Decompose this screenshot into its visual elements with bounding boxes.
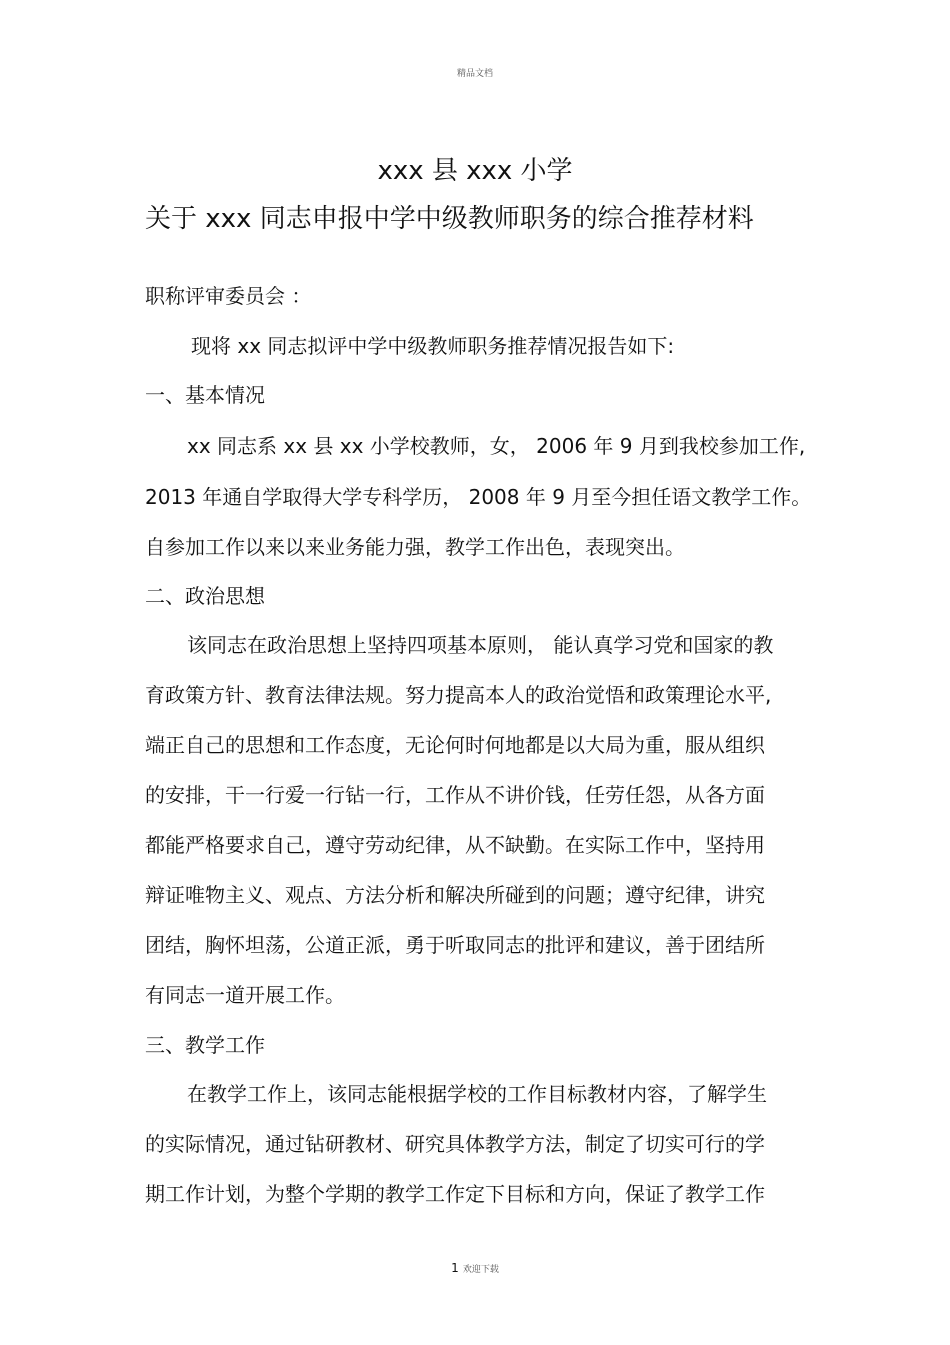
paragraph-line: 自参加工作以来以来业务能力强，教学工作出色，表现突出。 — [145, 535, 685, 559]
paragraph-line: xx 同志系 xx 县 xx 小学校教师，女， 2006 年 9 月到我校参加工作, — [187, 434, 806, 458]
paragraph-line: 在教学工作上，该同志能根据学校的工作目标教材内容，了解学生 — [187, 1082, 767, 1106]
header-mark: 精品文档 — [456, 69, 493, 79]
paragraph-line: 2013 年通自学取得大学专科学历， 2008 年 9 月至今担任语文教学工作。 — [145, 485, 812, 509]
salutation: 职称评审委员会 ： — [145, 284, 312, 308]
section-heading-basic: 一、基本情况 — [145, 383, 265, 407]
document-title: 关于 xxx 同志申报中学中级教师职务的综合推荐材料 — [145, 204, 754, 234]
paragraph-line: 有同志一道开展工作。 — [145, 983, 345, 1007]
paragraph-line: 团结，胸怀坦荡，公道正派，勇于听取同志的批评和建议，善于团结所 — [145, 933, 765, 957]
intro-line: 现将 xx 同志拟评中学中级教师职务推荐情况报告如下: — [191, 334, 675, 358]
paragraph-line: 该同志在政治思想上坚持四项基本原则， 能认真学习党和国家的教 — [187, 633, 774, 657]
paragraph-line: 期工作计划，为整个学期的教学工作定下目标和方向，保证了教学工作 — [145, 1182, 765, 1206]
section-heading-teaching: 三、教学工作 — [145, 1033, 265, 1057]
page-number: 1 — [451, 1261, 459, 1275]
paragraph-line: 的实际情况，通过钻研教材、研究具体教学方法，制定了切实可行的学 — [145, 1132, 765, 1156]
paragraph-line: 端正自己的思想和工作态度，无论何时何地都是以大局为重，服从组织 — [145, 733, 765, 757]
section-heading-politics: 二、政治思想 — [145, 584, 265, 608]
paragraph-line: 辩证唯物主义、观点、方法分析和解决所碰到的问题；遵守纪律，讲究 — [145, 883, 765, 907]
footer-text: 欢迎下载 — [462, 1265, 499, 1275]
paragraph-line: 的安排，干一行爱一行钻一行，工作从不讲价钱，任劳任怨，从各方面 — [145, 783, 765, 807]
page-footer — [0, 1261, 950, 1275]
paragraph-line: 都能严格要求自己，遵守劳动纪律，从不缺勤。在实际工作中，坚持用 — [145, 833, 765, 857]
school-title: xxx 县 xxx 小学 — [377, 156, 573, 186]
paragraph-line: 育政策方针、教育法律法规。努力提高本人的政治觉悟和政策理论水平, — [145, 683, 772, 707]
